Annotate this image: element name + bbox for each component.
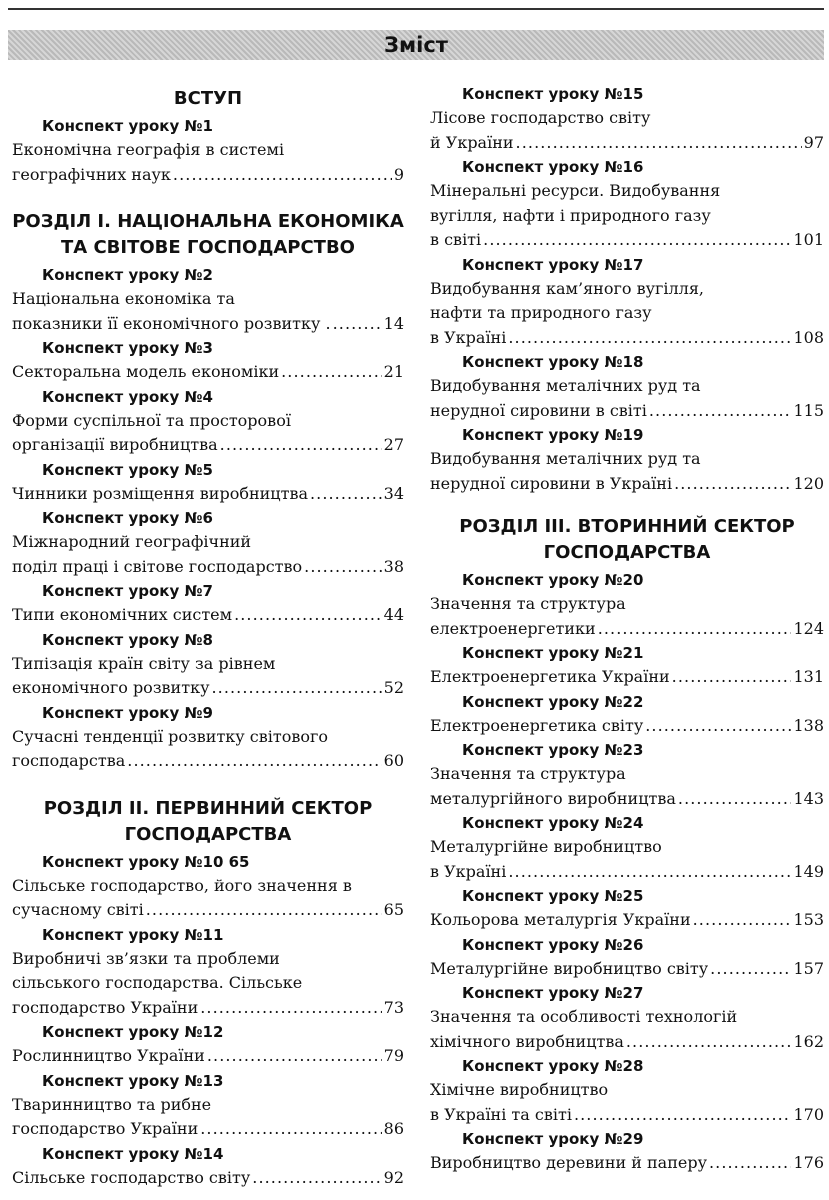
dot-leader — [211, 676, 381, 701]
toc-entry[interactable] — [430, 762, 824, 811]
toc-entry[interactable] — [430, 106, 824, 155]
lesson-label: Конспект уроку №12 — [42, 1023, 224, 1041]
dot-leader — [146, 898, 382, 923]
dot-leader — [127, 749, 381, 774]
toc-entry[interactable] — [12, 1044, 404, 1069]
toc-entry-text: географічних наук — [12, 164, 171, 184]
dot-leader — [207, 1044, 382, 1069]
toc-entry-last-line — [430, 860, 824, 885]
lesson-label: Конспект уроку №4 — [42, 387, 213, 406]
toc-entry-line: Форми суспільної та просторової — [12, 410, 291, 430]
page-number: 157 — [793, 958, 824, 978]
toc-entry-line: Значення та структура — [430, 594, 626, 613]
lesson-label: Конспект уроку №10 65 — [42, 852, 250, 871]
lesson-label: Конспект уроку №2 — [42, 266, 213, 284]
toc-entry[interactable] — [430, 665, 824, 690]
page-number: 97 — [803, 132, 824, 152]
lesson-label: Конспект уроку №9 — [42, 703, 213, 722]
dot-leader — [508, 860, 791, 885]
page-number: 21 — [383, 362, 404, 381]
dot-leader — [709, 1151, 791, 1176]
lesson-label: Конспект уроку №1 — [42, 117, 213, 135]
dot-leader — [200, 996, 381, 1021]
toc-entry-text: Виробництво деревини й паперу — [430, 1153, 707, 1172]
toc-entry[interactable] — [12, 947, 404, 1021]
toc-entry-text: в Україні — [430, 861, 507, 881]
toc-entry-last-line — [430, 131, 824, 156]
section-title: ВСТУП — [173, 88, 243, 109]
toc-entry-line: Міжнародний географічний — [12, 532, 252, 551]
page-number: 34 — [383, 483, 404, 503]
toc-entry-last-line — [430, 1103, 824, 1128]
toc-entry-line: Металургійне виробництво — [430, 837, 662, 856]
lesson-label: Конспект уроку №5 — [42, 460, 213, 479]
toc-entry[interactable] — [430, 1078, 824, 1127]
toc-entry-text: поділ праці і світове господарство — [12, 556, 303, 576]
dot-leader — [252, 1166, 381, 1191]
toc-entry-line: Видобування кам’яного вугілля, — [430, 278, 704, 298]
toc-entry[interactable] — [12, 287, 404, 336]
dot-leader — [672, 665, 792, 690]
toc-entry-line: Видобування металічних руд та — [430, 449, 701, 468]
toc-entry-last-line — [430, 472, 824, 497]
toc-entry-line: Типізація країн світу за рівнем — [12, 653, 276, 673]
toc-entry-text: господарства — [12, 751, 126, 770]
page-number: 92 — [383, 1167, 404, 1187]
toc-entry-last-line — [12, 676, 404, 701]
section-title-line: РОЗДІЛ ІІ. ПЕРВИННИЙ СЕКТОР — [43, 797, 373, 819]
dot-leader — [220, 433, 382, 458]
toc-entry-text: електроенергетики — [430, 618, 596, 638]
page-number: 170 — [793, 1104, 824, 1124]
toc-entry[interactable] — [12, 138, 404, 187]
toc-right-column — [430, 82, 824, 1176]
lesson-label: Конспект уроку №21 — [462, 644, 644, 662]
section-title — [12, 796, 404, 848]
toc-entry-last-line — [12, 603, 404, 628]
toc-entry[interactable] — [12, 874, 404, 923]
lesson-label: Конспект уроку №22 — [462, 692, 644, 711]
toc-entry-text: й України — [430, 132, 514, 152]
page-number: 153 — [793, 910, 824, 929]
lesson-label: Конспект уроку №15 — [462, 85, 644, 103]
page-number: 108 — [793, 327, 824, 347]
toc-entry[interactable] — [430, 714, 824, 739]
page-number: 149 — [793, 861, 824, 881]
page-number: 44 — [383, 605, 404, 624]
toc-entry-text: нерудної сировини в світі — [430, 400, 647, 420]
lesson-label: Конспект уроку №16 — [462, 158, 644, 176]
dot-leader — [649, 399, 792, 424]
section-title — [430, 514, 824, 566]
toc-entry-text: хімічного виробництва — [430, 1031, 624, 1051]
page-number: 65 — [383, 900, 404, 919]
toc-entry[interactable] — [430, 835, 824, 884]
page-number: 115 — [793, 400, 824, 420]
lesson-label: Конспект уроку №28 — [462, 1057, 644, 1075]
page-number: 79 — [383, 1046, 404, 1065]
dot-leader — [304, 555, 381, 580]
toc-entry-last-line — [12, 312, 404, 337]
page-number: 162 — [793, 1031, 824, 1051]
toc-entry-text: Рослинництво України — [12, 1046, 205, 1065]
toc-entry-line: сільського господарства. Сільське — [12, 973, 303, 992]
toc-entry-text: Типи економічних систем — [12, 605, 233, 624]
section-title-line: РОЗДІЛ ІІІ. ВТОРИННИЙ СЕКТОР — [459, 516, 795, 537]
toc-entry-line: Значення та особливості технологій — [430, 1007, 738, 1026]
toc-entry-last-line — [12, 1166, 404, 1191]
section-title — [12, 209, 404, 261]
page-number: 27 — [383, 435, 404, 454]
toc-entry[interactable] — [430, 374, 824, 423]
dot-leader — [516, 131, 802, 156]
dot-leader — [710, 957, 791, 982]
lesson-label: Конспект уроку №17 — [462, 255, 644, 274]
dot-leader — [310, 482, 382, 507]
section-title-line: ГОСПОДАРСТВА — [124, 823, 292, 845]
toc-entry-text: господарство України — [12, 997, 199, 1017]
toc-entry-text: нерудної сировини в Україні — [430, 473, 673, 493]
toc-entry-line: Хімічне виробництво — [430, 1080, 609, 1099]
toc-entry-last-line — [430, 399, 824, 424]
toc-entry[interactable] — [12, 530, 404, 579]
toc-entry[interactable] — [12, 482, 404, 507]
section-title-line: ТА СВІТОВЕ ГОСПОДАРСТВО — [61, 237, 355, 258]
lesson-label: Конспект уроку №14 — [42, 1144, 224, 1163]
toc-entry-last-line — [430, 1151, 824, 1176]
toc-entry-last-line — [12, 433, 404, 458]
toc-entry-line: вугілля, нафти і природного газу — [430, 205, 711, 225]
page-number: 101 — [793, 230, 824, 249]
toc-entry-line: Сучасні тенденції розвитку світового — [12, 726, 329, 746]
toc-entry-text: Сільське господарство світу — [12, 1167, 251, 1187]
page-number: 38 — [383, 556, 404, 576]
toc-entry-line: Тваринництво та рибне — [12, 1094, 212, 1114]
toc-entry-last-line — [430, 787, 824, 812]
lesson-label: Конспект уроку №27 — [462, 984, 644, 1002]
dot-leader — [200, 1117, 381, 1142]
toc-entry-line: нафти та природного газу — [430, 303, 652, 322]
dot-leader — [508, 326, 791, 351]
toc-entry-last-line — [12, 1044, 404, 1069]
dot-leader — [693, 908, 792, 933]
page-number: 138 — [793, 715, 824, 735]
toc-entry-text: Металургійне виробництво світу — [430, 958, 709, 978]
lesson-label: Конспект уроку №26 — [462, 935, 644, 954]
toc-entry-line: Видобування металічних руд та — [430, 376, 701, 395]
dot-leader — [674, 472, 791, 497]
dot-leader — [574, 1103, 792, 1128]
page-number: 52 — [383, 678, 404, 697]
lesson-label: Конспект уроку №23 — [462, 741, 644, 759]
dot-leader — [678, 787, 792, 812]
lesson-label: Конспект уроку №24 — [462, 814, 644, 832]
toc-entry[interactable] — [12, 1166, 404, 1191]
toc-entry-last-line — [430, 957, 824, 982]
dot-leader — [173, 163, 392, 188]
toc-entry-last-line — [430, 228, 824, 253]
toc-entry-last-line — [12, 360, 404, 385]
toc-title: Зміст — [384, 33, 448, 57]
toc-entry-text: сучасному світі — [12, 900, 144, 919]
toc-entry-last-line — [12, 482, 404, 507]
toc-entry-last-line — [430, 714, 824, 739]
toc-entry[interactable] — [430, 1151, 824, 1176]
dot-leader — [333, 312, 382, 337]
toc-entry-text: Електроенергетика України — [430, 667, 670, 686]
dot-leader — [281, 360, 382, 385]
lesson-label: Конспект уроку №8 — [42, 630, 213, 649]
toc-entry-last-line — [12, 749, 404, 774]
page-number: 14 — [383, 313, 404, 333]
lesson-label: Конспект уроку №13 — [42, 1071, 224, 1090]
lesson-label: Конспект уроку №3 — [42, 339, 213, 357]
toc-entry-last-line — [12, 898, 404, 923]
page-number: 73 — [383, 997, 404, 1017]
lesson-label: Конспект уроку №29 — [462, 1130, 644, 1148]
toc-entry-line: Значення та структура — [430, 764, 626, 783]
toc-entry-last-line — [12, 555, 404, 580]
lesson-label: Конспект уроку №19 — [462, 426, 644, 444]
toc-entry-last-line — [12, 163, 404, 188]
page-number: 143 — [793, 788, 824, 808]
toc-entry-text: металургійного виробництва — [430, 788, 676, 808]
page-number: 9 — [393, 164, 404, 184]
lesson-label: Конспект уроку №18 — [462, 353, 644, 371]
toc-entry[interactable] — [12, 603, 404, 628]
dot-leader — [626, 1030, 792, 1055]
toc-entry-line: Сільське господарство, його значення в — [12, 875, 352, 895]
lesson-label: Конспект уроку №7 — [42, 582, 213, 600]
toc-entry[interactable] — [12, 725, 404, 774]
section-title-line: РОЗДІЛ І. НАЦІОНАЛЬНА ЕКОНОМІКА — [12, 211, 404, 232]
lesson-label: Конспект уроку №20 — [462, 571, 644, 589]
toc-entry[interactable] — [430, 277, 824, 351]
top-rule — [8, 8, 824, 10]
toc-entry-text: Кольорова металургія України — [430, 910, 691, 929]
page-number: 60 — [383, 751, 404, 770]
toc-entry-last-line — [430, 617, 824, 642]
toc-entry[interactable] — [12, 652, 404, 701]
toc-entry-last-line — [430, 326, 824, 351]
section-title-line: ГОСПОДАРСТВА — [543, 542, 711, 563]
toc-entry[interactable] — [430, 1005, 824, 1054]
page-number: 131 — [793, 667, 824, 686]
toc-entry-text: господарство України — [12, 1119, 199, 1138]
toc-entry-text: організації виробництва — [12, 435, 218, 454]
toc-entry-line: Лісове господарство світу — [430, 108, 651, 127]
toc-entry-text: в Україні та світі — [430, 1104, 572, 1124]
toc-entry-last-line — [12, 1117, 404, 1142]
toc-entry-last-line — [12, 996, 404, 1021]
toc-entry[interactable] — [430, 908, 824, 933]
toc-entry[interactable] — [430, 592, 824, 641]
toc-entry[interactable] — [430, 179, 824, 253]
toc-entry[interactable] — [12, 1093, 404, 1142]
lesson-label: Конспект уроку №25 — [462, 887, 644, 905]
toc-header-band — [8, 30, 824, 60]
page-number: 124 — [793, 618, 824, 638]
toc-entry-text: в світі — [430, 230, 482, 249]
dot-leader — [483, 228, 791, 253]
toc-entry-last-line — [430, 908, 824, 933]
toc-entry-line: Виробничі зв’язки та проблеми — [12, 948, 280, 968]
toc-entry[interactable] — [12, 409, 404, 458]
toc-entry-text: показники її економічного розвитку . — [12, 313, 331, 333]
dot-leader — [234, 603, 382, 628]
page-number: 176 — [793, 1153, 824, 1172]
toc-entry-text: економічного розвитку — [12, 678, 210, 697]
toc-entry-last-line — [430, 1030, 824, 1055]
toc-entry-line: Мінеральні ресурси. Видобування — [430, 181, 721, 200]
dot-leader — [598, 617, 792, 642]
toc-entry-text: Електроенергетика світу — [430, 715, 644, 735]
dot-leader — [645, 714, 791, 739]
lesson-label: Конспект уроку №11 — [42, 925, 224, 944]
lesson-label: Конспект уроку №6 — [42, 509, 213, 527]
toc-entry-text: Чинники розміщення виробництва — [12, 483, 308, 503]
toc-entry[interactable] — [12, 360, 404, 385]
toc-entry-last-line — [430, 665, 824, 690]
toc-entry[interactable] — [430, 447, 824, 496]
toc-entry-text: Секторальна модель економіки — [12, 362, 280, 381]
toc-entry-line: Національна економіка та — [12, 289, 235, 308]
toc-entry-line: Економічна географія в системі — [12, 140, 285, 159]
page-number: 86 — [383, 1119, 404, 1138]
toc-entry[interactable] — [430, 957, 824, 982]
page-number: 120 — [793, 473, 824, 493]
toc-left-column — [12, 82, 404, 1190]
toc-entry-text: в Україні — [430, 327, 507, 347]
